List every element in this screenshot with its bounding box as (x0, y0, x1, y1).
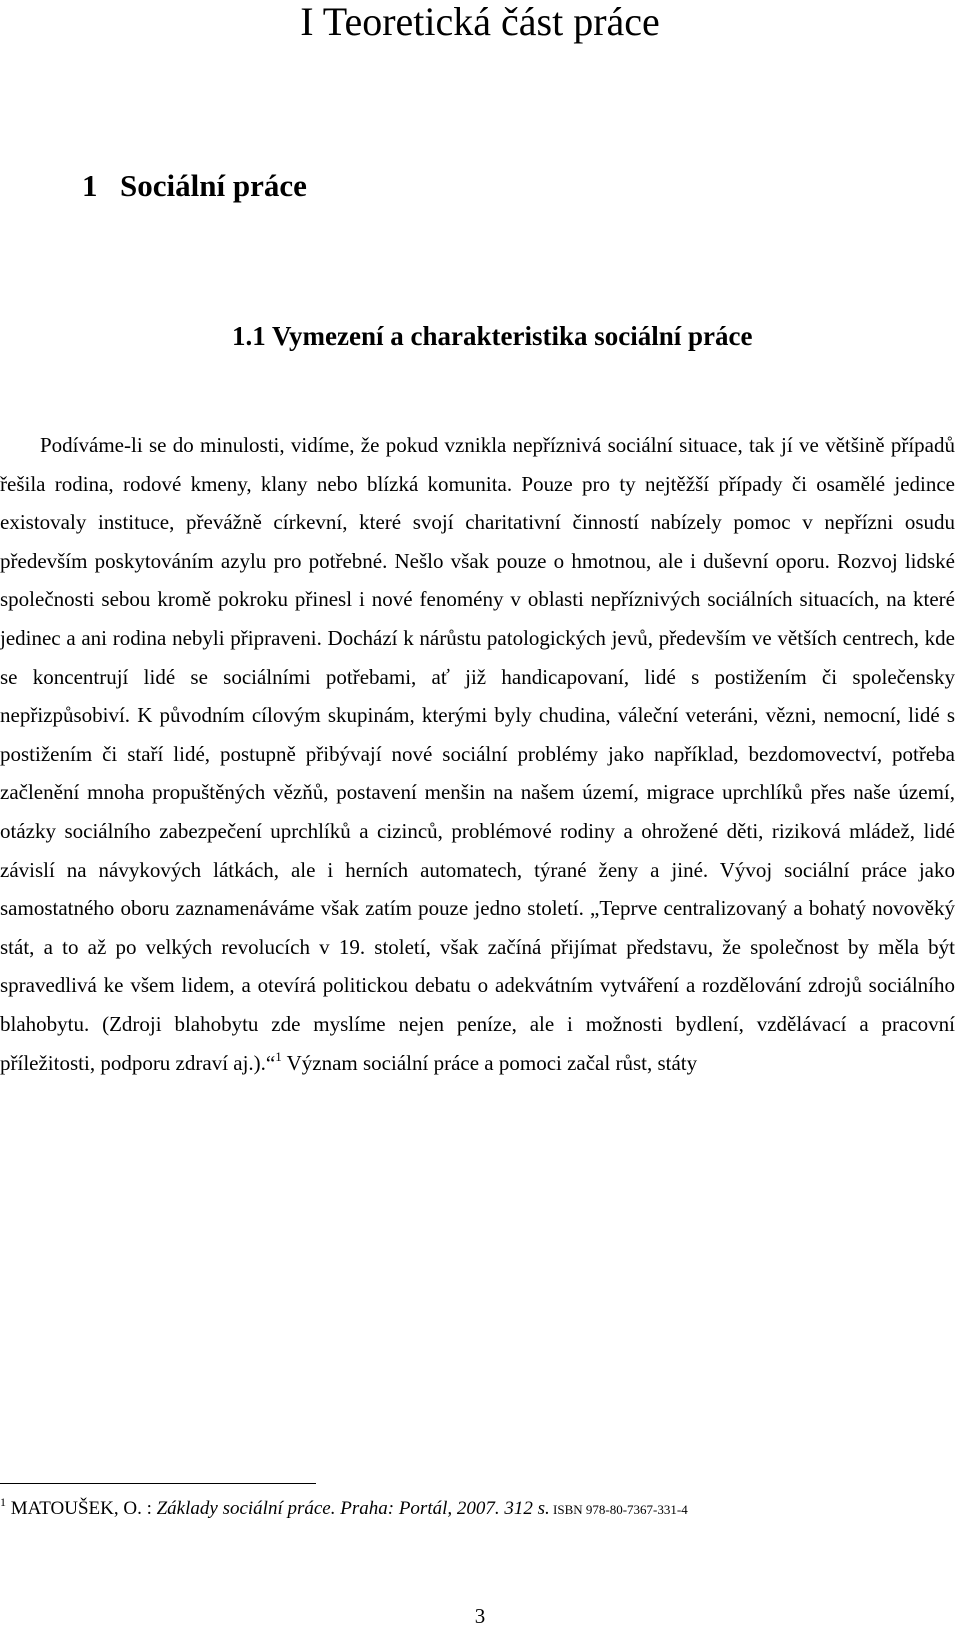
footnote-isbn: ISBN 978-80-7367-331-4 (549, 1502, 688, 1517)
footnote-publication: . Praha: Portál, 2007. 312 s. (330, 1498, 550, 1519)
section-title: 1.1 Vymezení a charakteristika sociální práce (232, 321, 753, 351)
footnote-author: MATOUŠEK, O. : (6, 1498, 157, 1519)
chapter-title-text: Sociální práce (120, 168, 307, 203)
chapter-title (82, 168, 307, 204)
footnote-mark: 1 (0, 1495, 6, 1509)
body-text-continuation: Význam sociální práce a pomoci začal růst, státy (281, 1050, 698, 1075)
body-text-main: Podíváme-li se do minulosti, vidíme, že pokud vznikla nepříznivá sociální situace, tak jí ve většině případů řešila rodina, rodové kmeny, klany nebo blízká komunita. Pouze pro ty nejtěžší případy či osamělé jedince existovaly instituce, převážně církevní, které svojí charitativní činností nabízely pomoc v nepřízni osudu především poskytováním azylu pro potřebné. Nešlo však pouze o hmotnou, ale i duševní oporu. Rozvoj lidské společnosti sebou kromě pokroku přinesl i nové fenomény v oblasti nepříznivých sociálních situacích, na které jedinec a ani rodina nebyli připraveni. Dochází k nárůstu patologických jevů, především ve větších centrech, kde se koncentrují lidé se sociálními potřebami, ať již handicapovaní, lidé s postižením či společensky nepřizpůsobiví. K původním cílovým skupinám, kterými byly chudina, váleční veteráni, vězni, nemocní, lidé s postižením či staří lidé, postupně přibývají nové sociální problémy jako například, bezdomovectví, potřeba začlenění mnoha propuštěných vězňů, postavení menšin na našem území, migrace uprchlíků přes naše území, otázky sociálního zabezpečení uprchlíků a cizinců, problémové rodiny a ohrožené děti, riziková mládež, lidé závislí na návykových látkách, ale i herních automatech, týrané ženy a jiné. Vývoj sociální práce jako samostatného oboru zaznamenáváme však zatím pouze jedno století. „Teprve centralizovaný a bohatý novověký stát, a to až po velkých revolucích v 19. století, však začíná přijímat představu, že společnost by měla být spravedlivá ke všem lidem, a otevírá politickou debatu o adekvátním vytváření a rozdělování zdrojů sociálního blahobytu. (Zdroji blahobytu zde myslíme nejen peníze, ale i možnosti bydlení, vzdělávací a pracovní příležitosti, podporu zdraví aj.).“ (0, 433, 955, 1075)
part-title: I Teoretická část práce (300, 0, 660, 44)
chapter-number: 1 (82, 168, 98, 203)
page-number: 3 (474, 1604, 486, 1628)
footnote (0, 1497, 955, 1522)
footnote-book-title: Základy sociální práce (156, 1498, 331, 1519)
footnote-separator (0, 1483, 316, 1484)
body-paragraph (0, 426, 955, 1082)
footnote-reference: 1 (275, 1048, 282, 1064)
